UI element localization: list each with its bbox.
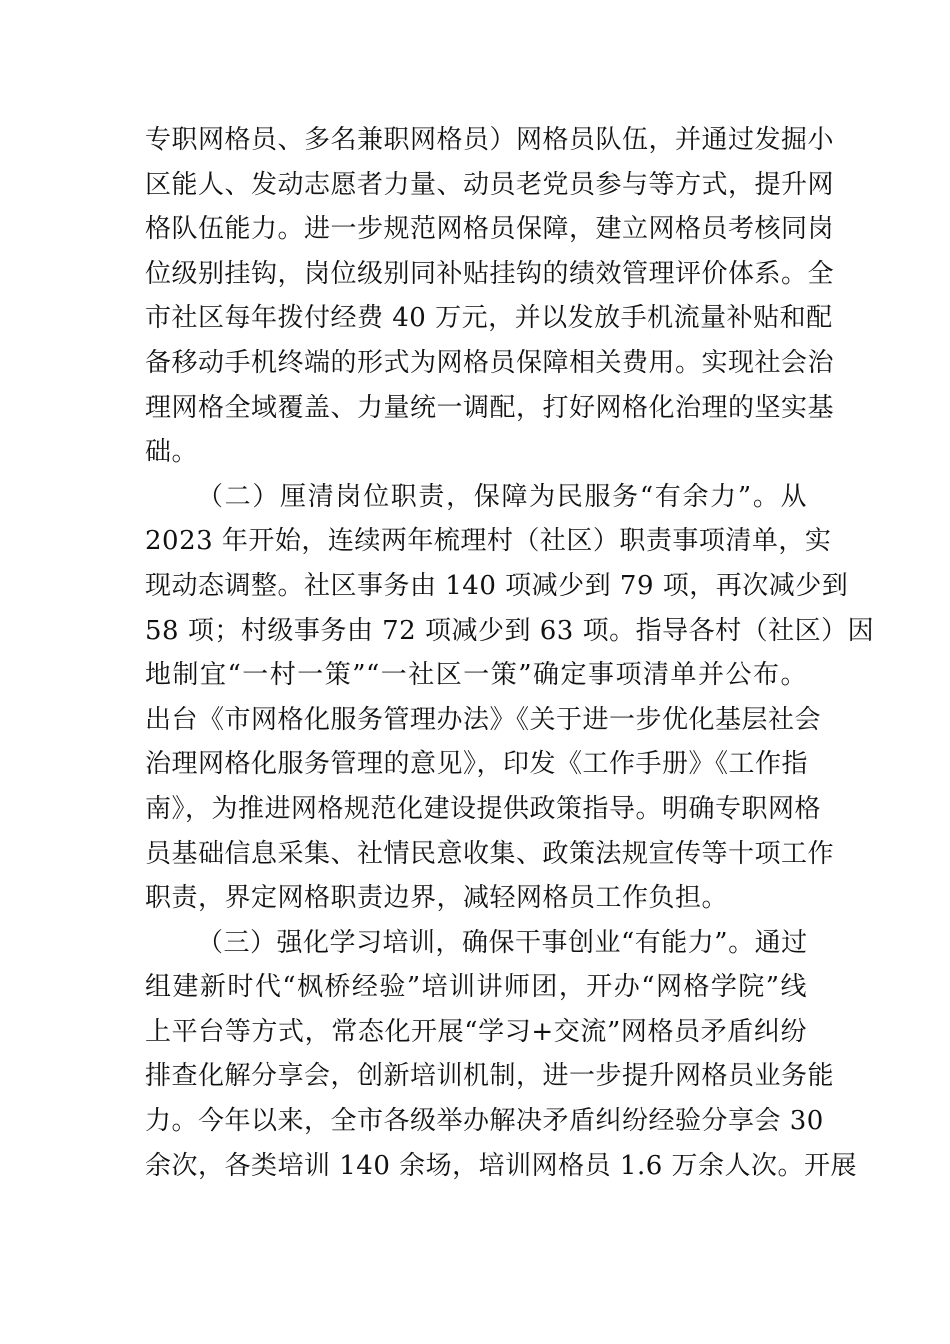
text-line: 础。: [145, 437, 199, 468]
text-line: 格队伍能力。进一步规范网格员保障，建立网格员考核同岗: [145, 214, 835, 245]
text-line: 理网格全域覆盖、力量统一调配，打好网格化治理的坚实基: [145, 392, 835, 423]
text-line: 治理网格化服务管理的意见》，印发《工作手册》《工作指: [145, 749, 809, 780]
text-line: 组建新时代“枫桥经验”培训讲师团，开办“网格学院”线: [145, 972, 807, 1003]
text-line: 地制宜“一村一策”“一社区一策”确定事项清单并公布。: [145, 660, 807, 691]
text-line: 58 项；村级事务由 72 项减少到 63 项。指导各村（社区）因: [145, 615, 875, 646]
text-line: 备移动手机终端的形式为网格员保障相关费用。实现社会治: [145, 347, 835, 378]
text-line: 区能人、发动志愿者力量、动员老党员参与等方式，提升网: [145, 169, 835, 200]
text-line: 现动态调整。社区事务由 140 项减少到 79 项，再次减少到: [145, 570, 849, 601]
document-page: [145, 118, 875, 1188]
text-line: 上平台等方式，常态化开展“学习+交流”网格员矛盾纠纷: [145, 1016, 807, 1047]
paragraph-3: [145, 921, 858, 1189]
text-line: 员基础信息采集、社情民意收集、政策法规宣传等十项工作: [145, 838, 835, 869]
text-line: 余次，各类培训 140 余场，培训网格员 1.6 万余人次。开展: [145, 1150, 858, 1181]
text-line: 出台《市网格化服务管理办法》《关于进一步优化基层社会: [145, 704, 822, 735]
paragraph-heading-line: （二）厘清岗位职责，保障为民服务“有余力”。从: [197, 481, 807, 512]
text-line: 市社区每年拨付经费 40 万元，并以发放手机流量补贴和配: [145, 303, 833, 334]
paragraph-heading-line: （三）强化学习培训，确保干事创业“有能力”。通过: [197, 927, 808, 958]
text-line: 职责，界定网格职责边界，减轻网格员工作负担。: [145, 883, 729, 914]
text-line: 力。今年以来，全市各级举办解决矛盾纠纷经验分享会 30: [145, 1106, 824, 1137]
paragraph-2: [145, 475, 875, 921]
text-line: 专职网格员、多名兼职网格员）网格员队伍，并通过发掘小: [145, 125, 835, 155]
text-line: 位级别挂钩，岗位级别同补贴挂钩的绩效管理评价体系。全: [145, 258, 835, 289]
paragraph-1: [145, 118, 835, 475]
text-line: 2023 年开始，连续两年梳理村（社区）职责事项清单，实: [145, 526, 832, 557]
text-line: 南》，为推进网格规范化建设提供政策指导。明确专职网格: [145, 793, 822, 824]
text-line: 排查化解分享会，创新培训机制，进一步提升网格员业务能: [145, 1061, 835, 1092]
